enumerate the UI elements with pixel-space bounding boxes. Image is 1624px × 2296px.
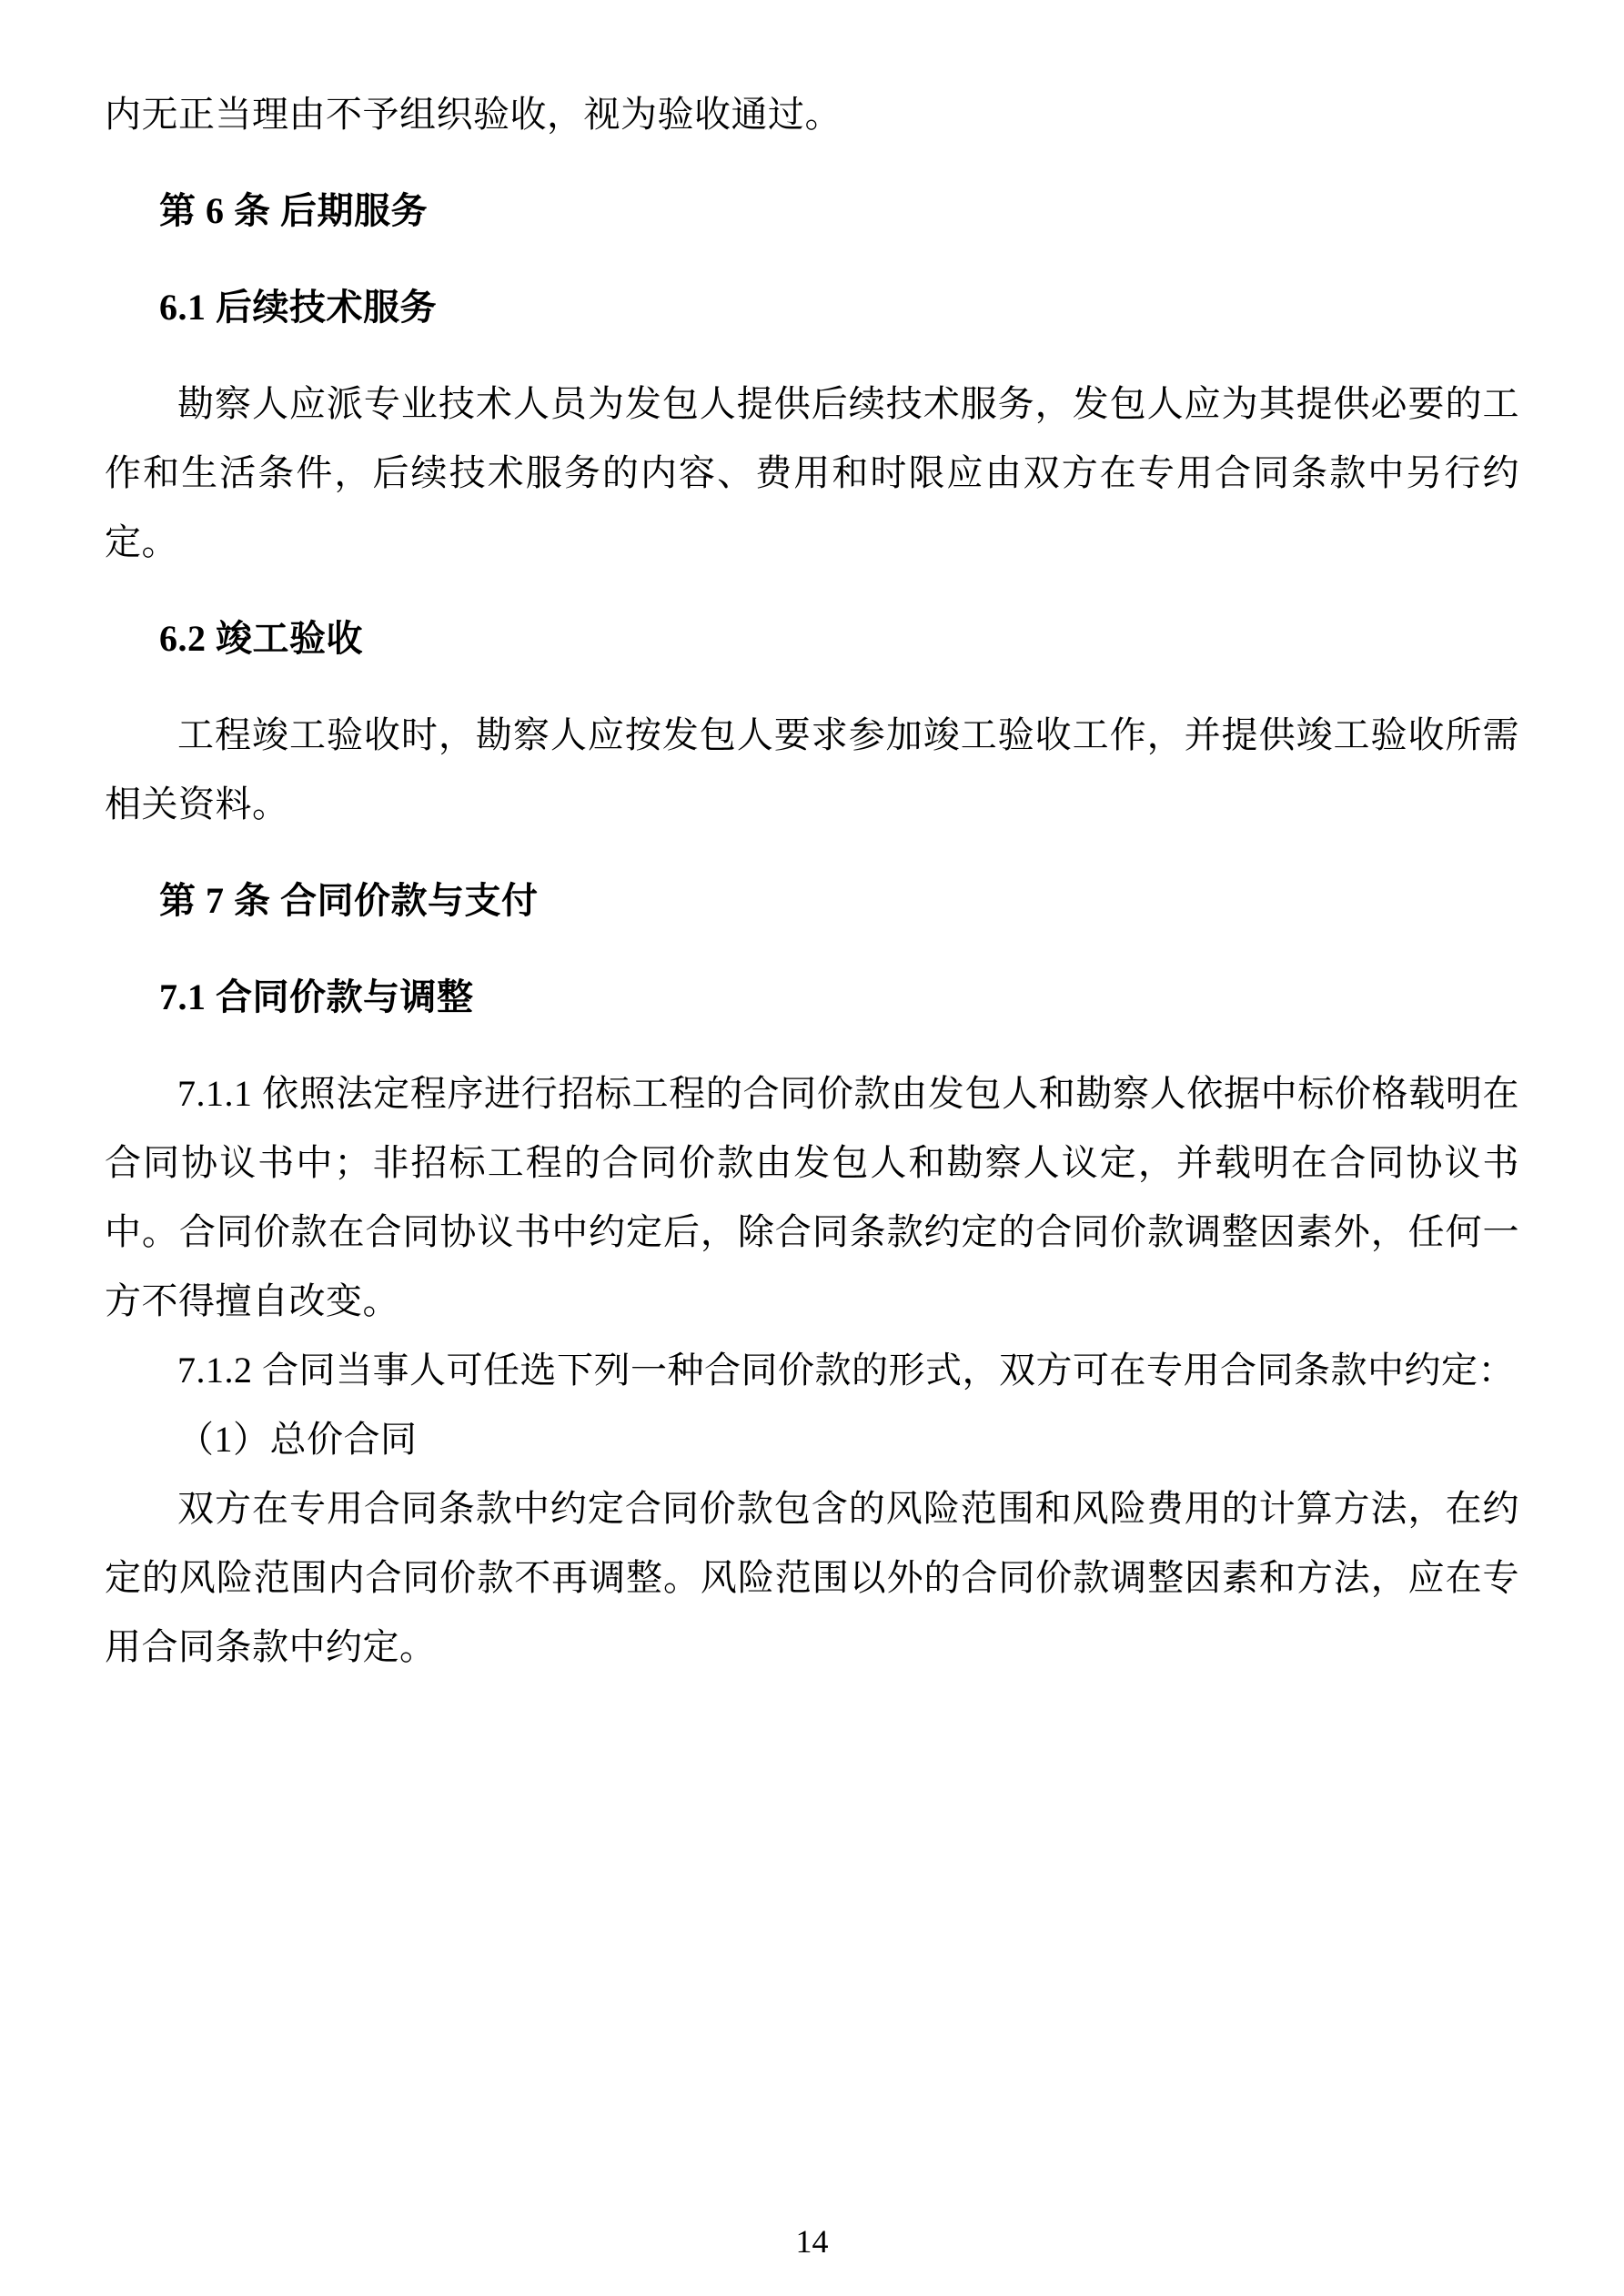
clause-6-1-paragraph: 勘察人应派专业技术人员为发包人提供后续技术服务，发包人应为其提供必要的工作和生活条件，后续技术服务的内容、费用和时限应由双方在专用合同条款中另行约定。 bbox=[105, 383, 1519, 562]
clause-7-1-1-paragraph: 7.1.1 依照法定程序进行招标工程的合同价款由发包人和勘察人依据中标价格载明在合同协议书中；非招标工程的合同价款由发包人和勘察人议定，并载明在合同协议书中。合同价款在合同协议书中约定后，除合同条款约定的合同价款调整因素外，任何一方不得擅自改变。 bbox=[105, 1073, 1519, 1321]
page-number: 14 bbox=[795, 2223, 829, 2260]
clause-6-2-paragraph: 工程竣工验收时，勘察人应按发包人要求参加竣工验收工作，并提供竣工验收所需相关资料。 bbox=[105, 714, 1519, 824]
clause-7-1-2-paragraph: 7.1.2 合同当事人可任选下列一种合同价款的形式，双方可在专用合同条款中约定： bbox=[177, 1350, 1515, 1391]
list-item-1-lump-sum-heading: （1）总价合同 bbox=[177, 1419, 418, 1460]
clause-7-1-heading: 7.1 合同价款与调整 bbox=[159, 976, 474, 1017]
article-7-heading: 第 7 条 合同价款与支付 bbox=[159, 880, 539, 921]
clause-6-2-heading: 6.2 竣工验收 bbox=[159, 618, 363, 659]
article-6-heading: 第 6 条 后期服务 bbox=[159, 190, 428, 231]
continuation-paragraph: 内无正当理由不予组织验收，视为验收通过。 bbox=[105, 94, 842, 135]
page-footer bbox=[0, 2223, 1624, 2260]
clause-6-1-heading: 6.1 后续技术服务 bbox=[159, 287, 437, 328]
lump-sum-contract-paragraph: 双方在专用合同条款中约定合同价款包含的风险范围和风险费用的计算方法，在约定的风险范围内合同价款不再调整。风险范围以外的合同价款调整因素和方法，应在专用合同条款中约定。 bbox=[105, 1488, 1519, 1667]
